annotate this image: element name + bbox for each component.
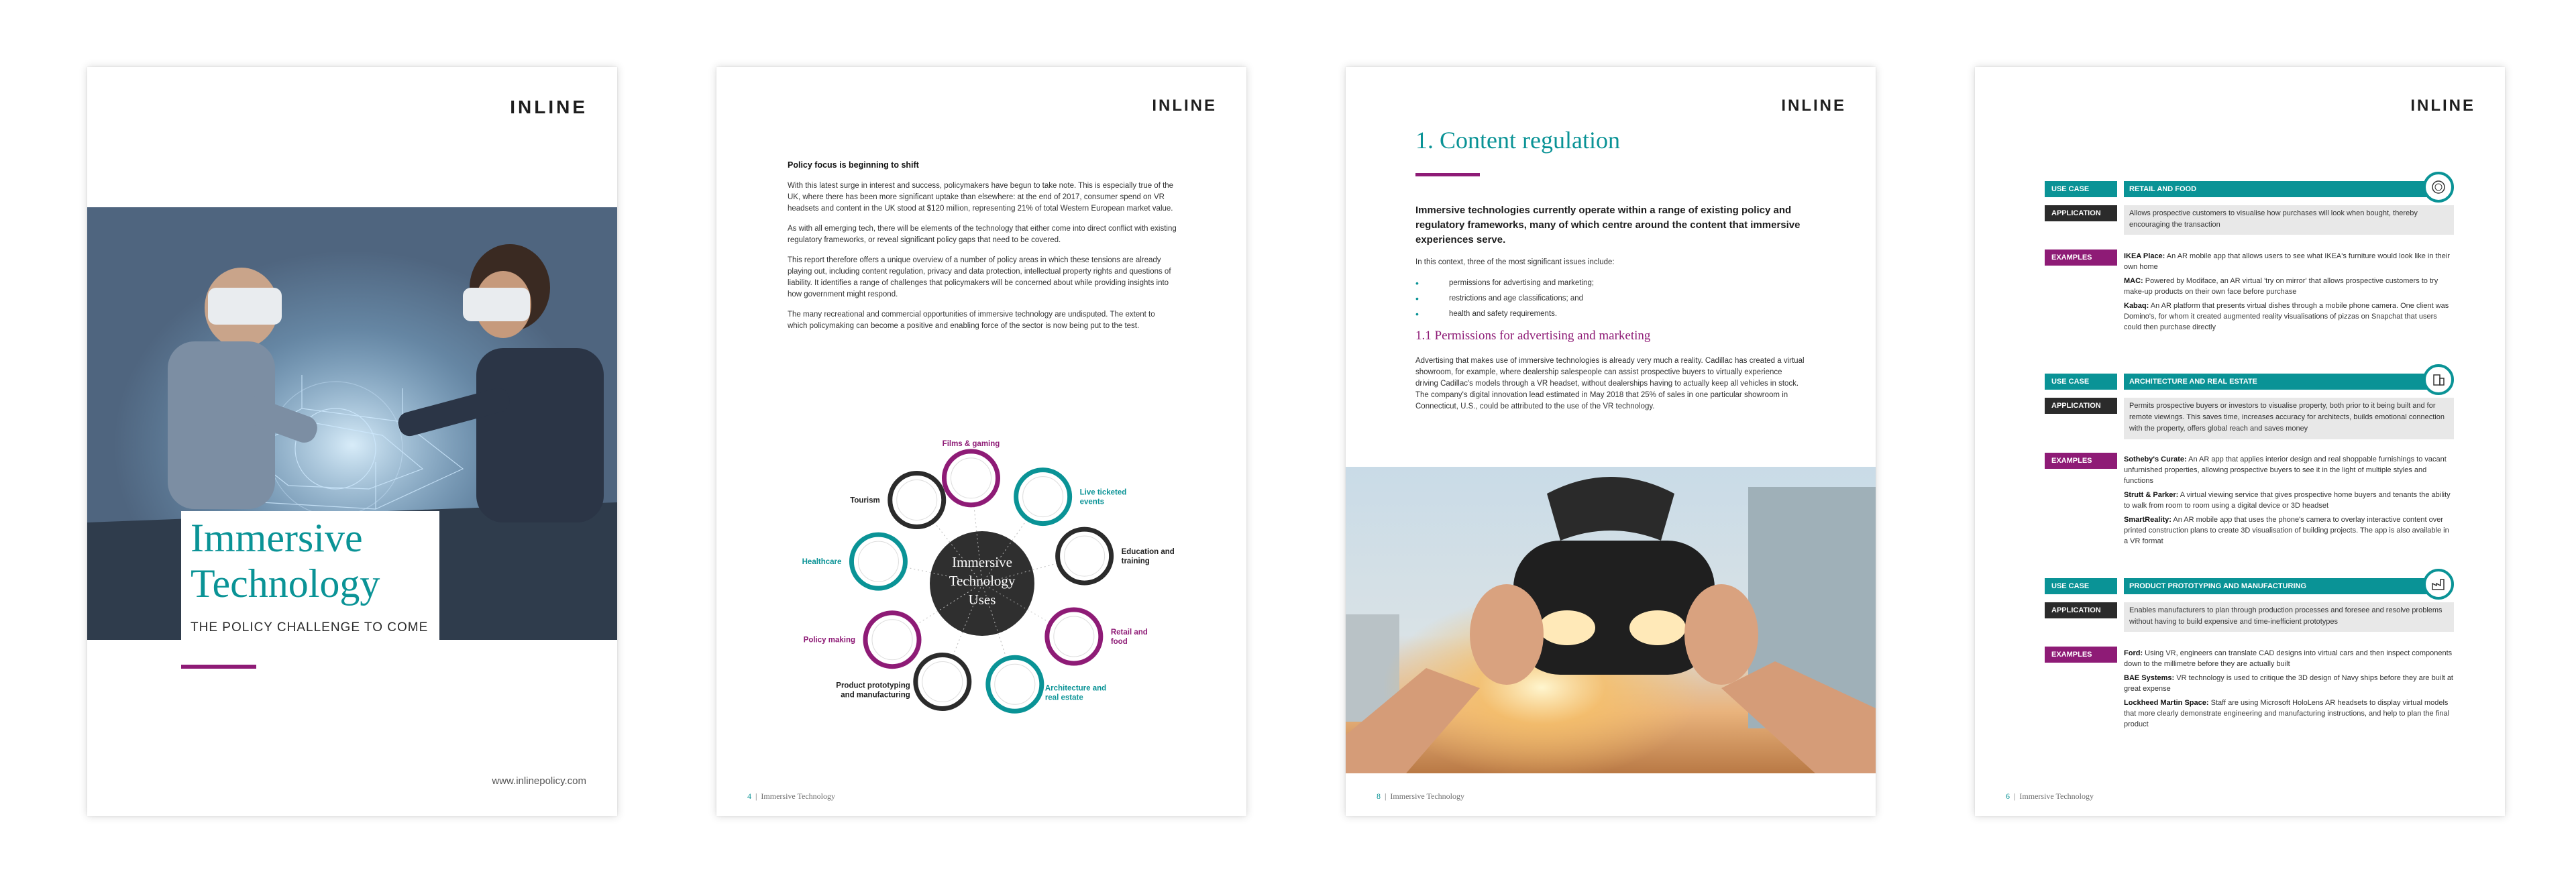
page-footer: 4 | Immersive Technology — [747, 791, 835, 801]
use-case-tag: USE CASE — [2045, 374, 2117, 390]
use-node-icon — [951, 458, 991, 498]
use-case-tag: USE CASE — [2045, 181, 2117, 197]
examples-tag: EXAMPLES — [2045, 647, 2117, 663]
list-item: • permissions for advertising and marketing; — [1415, 276, 1805, 291]
example-text: An AR mobile app that allows users to see what IKEA's furniture would look like in their own home — [2124, 252, 2450, 271]
list-item: • health and safety requirements. — [1415, 307, 1805, 322]
use-node-icon — [995, 664, 1035, 704]
example-name: Lockheed Martin Space: — [2124, 699, 2209, 707]
section-heading: Policy focus is beginning to shift — [788, 160, 919, 170]
cover-title — [191, 515, 380, 606]
example-name: BAE Systems: — [2124, 674, 2175, 682]
example-item — [2124, 300, 2454, 333]
examples-list — [2124, 454, 2454, 550]
list-item: • restrictions and age classifications; and — [1415, 291, 1805, 307]
page-footer: 8 | Immersive Technology — [1377, 791, 1464, 801]
use-node-label: and manufacturing — [841, 691, 910, 700]
example-text: A virtual viewing service that gives prospective home buyers and tenants the ability to walk from room to room using a digital device or 3D headset — [2124, 491, 2451, 510]
plate-icon — [2423, 172, 2454, 203]
examples-row — [2045, 250, 2454, 331]
page-number: 4 — [747, 791, 751, 801]
cover-url: www.inlinepolicy.com — [492, 775, 586, 787]
cover-title-box — [181, 511, 439, 649]
page-number: 8 — [1377, 791, 1381, 801]
use-node-icon — [1065, 536, 1105, 576]
page-footer: 6 | Immersive Technology — [2006, 791, 2094, 801]
example-item — [2124, 514, 2454, 547]
use-node-icon — [1023, 477, 1063, 517]
intro-text: In this context, three of the most significant issues include: — [1415, 258, 1615, 266]
example-item — [2124, 698, 2454, 730]
example-name: Sotheby's Curate: — [2124, 455, 2187, 463]
immersive-uses-diagram — [716, 406, 1246, 741]
examples-row — [2045, 453, 2454, 545]
use-case-header — [2045, 578, 2454, 594]
example-item — [2124, 251, 2454, 272]
use-node-label: training — [1121, 557, 1150, 566]
chapter-title: 1. Content regulation — [1415, 127, 1620, 154]
example-text: Using VR, engineers can translate CAD designs into virtual cars and then inspect components down to the millimetre before they are actually built — [2124, 649, 2453, 668]
vr-headset-photo — [1346, 467, 1876, 773]
examples-list — [2124, 251, 2454, 336]
use-node-label: Product prototyping — [836, 681, 910, 690]
policy-focus-page — [716, 67, 1246, 816]
example-name: Ford: — [2124, 649, 2143, 657]
use-node-label: Policy making — [803, 636, 856, 645]
example-name: Kabaq: — [2124, 302, 2149, 310]
inline-logo: INLINE — [2410, 97, 2475, 115]
cover-subtitle: THE POLICY CHALLENGE TO COME — [191, 620, 429, 634]
example-item — [2124, 276, 2454, 297]
inline-logo: INLINE — [510, 97, 588, 117]
example-name: SmartReality: — [2124, 516, 2171, 524]
examples-tag: EXAMPLES — [2045, 453, 2117, 469]
center-label-3: Uses — [968, 592, 996, 608]
use-node-label: food — [1110, 638, 1128, 646]
use-node-label: Films & gaming — [942, 439, 1000, 448]
example-text: An AR platform that presents virtual dishes through a mobile phone camera. One client was Domino's, for whom it created augmented reality visualisations of pizzas on Snapchat that users could then purchase directly — [2124, 302, 2449, 331]
example-item — [2124, 454, 2454, 486]
use-node-label: Healthcare — [802, 558, 842, 567]
example-text: An AR mobile app that uses the phone's camera to overlay interactive content over printed construction plans to create 3D visualisation of building projects. The app is also available in a VR format — [2124, 516, 2449, 545]
use-case-title: PRODUCT PROTOTYPING AND MANUFACTURING — [2124, 578, 2435, 594]
use-node-label: Education and — [1121, 548, 1175, 557]
use-case-prototyping — [2045, 578, 2454, 728]
use-node-icon — [1054, 616, 1094, 657]
example-item — [2124, 490, 2454, 511]
use-node-label: Architecture and — [1044, 684, 1107, 693]
paragraph: The many recreational and commercial opportunities of immersive technology are undisputed. The extent to which policymaking can become a positive and enabling force of the sector is now being put to the test. — [788, 311, 1155, 330]
lead-paragraph: Immersive technologies currently operate within a range of existing policy and regulatory frameworks, many of which centre around the content that immersive experiences serve. — [1415, 205, 1801, 245]
example-item — [2124, 673, 2454, 694]
application-text: Allows prospective customers to visualise how purchases will look when bought, thereby encouraging the transaction — [2124, 205, 2454, 235]
center-label-2: Technology — [949, 573, 1016, 589]
footer-title: Immersive Technology — [761, 791, 835, 801]
application-row — [2045, 602, 2454, 626]
use-case-title: ARCHITECTURE AND REAL ESTATE — [2124, 374, 2435, 390]
use-node-label: events — [1079, 498, 1105, 506]
example-text: Staff are using Microsoft HoloLens AR headsets to display virtual models that more clearly demonstrate engineering and manufacturing instructions, and help to plan the final product — [2124, 699, 2449, 728]
example-name: MAC: — [2124, 277, 2143, 285]
content-regulation-page — [1346, 67, 1876, 816]
cover-accent-rule — [181, 665, 256, 669]
center-label-1: Immersive — [952, 554, 1012, 570]
issues-list — [1415, 276, 1805, 322]
paragraph: As with all emerging tech, there will be elements of the technology that either come into direct conflict with existing regulatory frameworks, or reveal significant policy gaps that need to be covered. — [788, 225, 1177, 244]
policy-focus-text — [788, 160, 1177, 341]
example-name: IKEA Place: — [2124, 252, 2165, 260]
use-node-icon — [922, 661, 963, 702]
cover-page — [87, 67, 617, 816]
application-row — [2045, 205, 2454, 229]
use-node-label: Tourism — [850, 496, 880, 505]
use-case-architecture — [2045, 374, 2454, 545]
example-text: VR technology is used to critique the 3D design of Navy ships before they are built at great expense — [2124, 674, 2453, 693]
inline-logo: INLINE — [1781, 97, 1846, 115]
factory-icon — [2423, 569, 2454, 600]
examples-tag: EXAMPLES — [2045, 250, 2117, 266]
footer-title: Immersive Technology — [2019, 791, 2094, 801]
use-cases-page — [1975, 67, 2505, 816]
examples-row — [2045, 647, 2454, 728]
footer-title: Immersive Technology — [1390, 791, 1464, 801]
use-node-icon — [897, 480, 937, 520]
example-text: An AR app that applies interior design and real shoppable furnishings to vacant unfurnished properties, allowing prospective buyers to see it in the light of multiple styles and functions — [2124, 455, 2447, 485]
use-case-title: RETAIL AND FOOD — [2124, 181, 2435, 197]
body-paragraph: Advertising that makes use of immersive technologies is already very much a reality. Cadillac has created a virtual showroom, for example, where dealership salespeople can assist prospective buyers to virtually experience driving Cadillac's models through a VR headset, without dealerships having to actually keep all vehicles in stock. The company's digital innovation lead estimated in May 2018 that 25% of sales in one particular showroom in Connecticut, U.S., could be attributed to the use of the VR technology. — [1415, 357, 1805, 410]
example-name: Strutt & Parker: — [2124, 491, 2179, 499]
use-case-header — [2045, 181, 2454, 197]
paragraph: This report therefore offers a unique overview of a number of policy areas in which these tensions are already playing out, including content regulation, privacy and data protection, intellectual property rights and questions of liability. It identifies a range of challenges that policymakers will be concerned about while providing insights into how government might respond. — [788, 256, 1171, 298]
building-icon — [2423, 364, 2454, 395]
paragraph: With this latest surge in interest and success, policymakers have begun to take note. This is especially true of the UK, where there has been more significant uptake than elsewhere: at the end of 2017, consumer spend on VR headsets and content in the UK stood at $120 million, representing 21% of total Western European market value. — [788, 182, 1174, 213]
vr-headset-illustration — [1346, 467, 1876, 773]
example-text: Powered by Modiface, an AR virtual 'try on mirror' that allows prospective customers to try make-up products on their own face before purchase — [2124, 277, 2438, 296]
use-case-retail — [2045, 181, 2454, 331]
application-text: Permits prospective buyers or investors to visualise property, both prior to it being built and for remote viewings. This saves time, increases accuracy for architects, builds emotional connection with the property, offers global reach and saves money — [2124, 398, 2454, 439]
use-node-label: Retail and — [1110, 628, 1148, 636]
chapter-rule — [1415, 173, 1480, 176]
cover-title-line-2: Technology — [191, 561, 380, 606]
application-tag: APPLICATION — [2045, 205, 2117, 221]
use-node-icon — [872, 620, 912, 660]
application-text: Enables manufacturers to plan through production processes and foresee and resolve problems without having to build expensive and time-inefficient prototypes — [2124, 602, 2454, 632]
example-item — [2124, 648, 2454, 669]
application-row — [2045, 398, 2454, 433]
subsection-title: 1.1 Permissions for advertising and marketing — [1415, 329, 1651, 343]
inline-logo: INLINE — [1152, 97, 1217, 115]
use-node-label: Live ticketed — [1079, 488, 1127, 497]
application-tag: APPLICATION — [2045, 602, 2117, 618]
cover-title-line-1: Immersive — [191, 516, 363, 560]
application-tag: APPLICATION — [2045, 398, 2117, 414]
examples-list — [2124, 648, 2454, 733]
use-case-header — [2045, 374, 2454, 390]
use-node-label: real estate — [1044, 694, 1083, 702]
use-node-icon — [858, 541, 898, 582]
page-number: 6 — [2006, 791, 2010, 801]
use-case-tag: USE CASE — [2045, 578, 2117, 594]
